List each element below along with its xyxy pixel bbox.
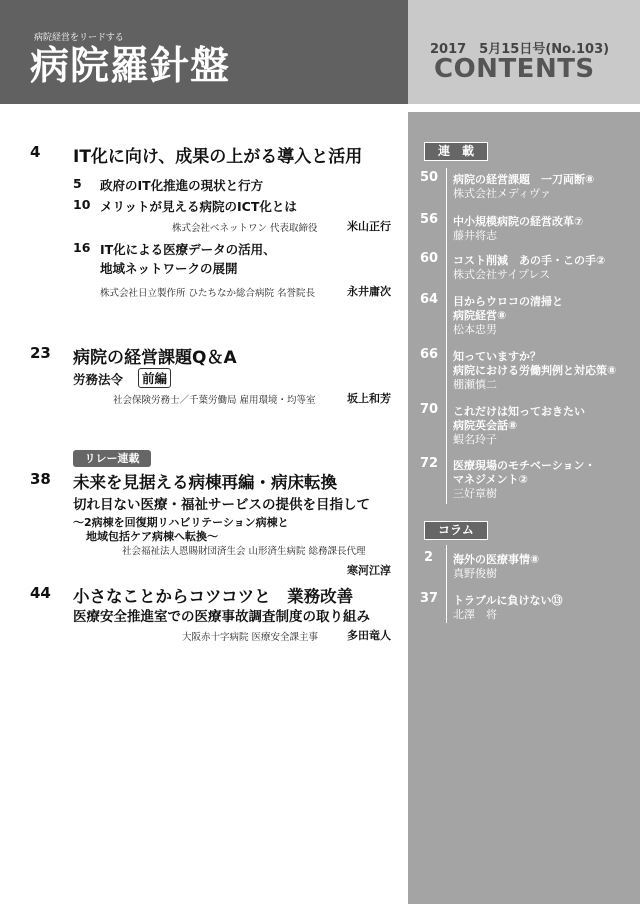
section1-item2-author: 米山正行 <box>347 220 391 233</box>
section2-page: 23 <box>30 344 51 362</box>
column-1-author: 真野俊樹 <box>453 567 497 580</box>
section1-item3-page: 16 <box>73 240 91 255</box>
section4-subtitle[interactable]: 医療安全推進室での医療事故調査制度の取り組み <box>73 609 370 625</box>
serial-divider <box>446 168 447 504</box>
section3-note-line2: 地域包括ケア病棟へ転換～ <box>86 530 218 543</box>
section4-credit: 大阪赤十字病院 医療安全課主事 <box>182 632 319 643</box>
serial-6-page: 70 <box>420 402 439 417</box>
relay-serial-badge: リレー連載 <box>73 450 151 467</box>
section1-item3-title-line1[interactable]: IT化による医療データの活用、 <box>100 242 276 257</box>
serial-6-author: 蝦名玲子 <box>453 433 497 446</box>
section2-part-tag: 前編 <box>138 368 171 388</box>
serial-3-title[interactable]: コスト削減 あの手・この手② <box>453 254 606 267</box>
column-2-title[interactable]: トラブルに負けない⑬ <box>453 594 563 607</box>
serial-2-title[interactable]: 中小規模病院の経営改革⑦ <box>453 215 584 228</box>
serial-5-title-line2[interactable]: 病院における労働判例と対応策⑧ <box>453 364 617 377</box>
serial-7-page: 72 <box>420 456 439 471</box>
section3-page: 38 <box>30 470 51 488</box>
serial-6-title-line1[interactable]: これだけは知っておきたい <box>453 405 585 418</box>
serial-5-title-line1[interactable]: 知っていますか？ <box>453 350 541 363</box>
section2-author: 坂上和芳 <box>347 392 391 405</box>
column-2-page: 37 <box>420 591 439 606</box>
section1-page: 4 <box>30 143 41 161</box>
serial-sidebar <box>408 112 640 904</box>
serial-4-page: 64 <box>420 292 439 307</box>
serial-section-label: 連 載 <box>424 142 488 161</box>
serial-1-page: 50 <box>420 170 439 185</box>
serial-4-author: 松本忠男 <box>453 323 497 336</box>
serial-2-page: 56 <box>420 212 439 227</box>
section4-title[interactable]: 小さなことからコツコツと 業務改善 <box>73 587 354 606</box>
section4-page: 44 <box>30 584 51 602</box>
column-1-page: 2 <box>424 550 434 565</box>
section2-subtitle: 労務法令 <box>73 372 124 387</box>
section1-item2-page: 10 <box>73 197 91 212</box>
tagline: 病院経営をリードする <box>34 33 124 43</box>
section1-title[interactable]: IT化に向け、成果の上がる導入と活用 <box>73 147 363 167</box>
issue-number: 2017 5月15日号(No.103) <box>430 42 610 57</box>
section2-title[interactable]: 病院の経営課題Q＆A <box>73 348 237 368</box>
serial-5-author: 棚瀬慎二 <box>453 378 497 391</box>
contents-heading: CONTENTS <box>434 54 595 84</box>
serial-1-author: 株式会社メディヴァ <box>453 187 552 200</box>
column-2-author: 北澤 将 <box>453 608 497 621</box>
serial-7-author: 三好章樹 <box>453 487 497 500</box>
section1-item2-credit: 株式会社ベネットワン 代表取締役 <box>172 223 318 234</box>
section4-author: 多田竜人 <box>347 629 391 642</box>
section2-credit: 社会保険労務士／千葉労働局 雇用環境・均等室 <box>113 395 316 406</box>
section1-item3-title-line2[interactable]: 地域ネットワークの展開 <box>100 261 238 276</box>
serial-4-title-line2[interactable]: 病院経営⑧ <box>453 309 507 322</box>
section1-item2-title[interactable]: メリットが見える病院のICT化とは <box>100 199 297 214</box>
section3-note-line1: ～2病棟を回復期リハビリテーション病棟と <box>73 516 289 529</box>
section1-item3-author: 永井庸次 <box>347 285 391 298</box>
section3-author: 寒河江淳 <box>347 564 391 577</box>
serial-7-title-line2[interactable]: マネジメント② <box>453 473 528 486</box>
serial-7-title-line1[interactable]: 医療現場のモチベーション・ <box>453 459 596 472</box>
column-section-label: コラム <box>424 521 488 540</box>
serial-6-title-line2[interactable]: 病院英会話⑧ <box>453 419 518 432</box>
section1-item3-credit: 株式会社日立製作所 ひたちなか総合病院 名誉院長 <box>100 288 316 299</box>
section1-item1-title[interactable]: 政府のIT化推進の現状と行方 <box>100 178 264 193</box>
serial-2-author: 藤井将志 <box>453 229 497 242</box>
serial-3-page: 60 <box>420 251 439 266</box>
column-1-title[interactable]: 海外の医療事情⑧ <box>453 553 540 566</box>
section3-title[interactable]: 未来を見据える病棟再編・病床転換 <box>73 473 337 492</box>
serial-3-author: 株式会社サイプレス <box>453 268 551 281</box>
serial-1-title[interactable]: 病院の経営課題 一刀両断⑧ <box>453 173 595 186</box>
section3-subtitle[interactable]: 切れ目ない医療・福祉サービスの提供を目指して <box>73 497 370 513</box>
header-divider <box>0 104 640 112</box>
section1-item1-page: 5 <box>73 176 82 191</box>
serial-4-title-line1[interactable]: 目からウロコの清掃と <box>453 295 563 308</box>
serial-5-page: 66 <box>420 347 439 362</box>
column-divider <box>446 545 447 623</box>
magazine-title: 病院羅針盤 <box>30 44 231 89</box>
section3-credit: 社会福祉法人恩賜財団済生会 山形済生病院 総務課長代理 <box>122 546 366 557</box>
